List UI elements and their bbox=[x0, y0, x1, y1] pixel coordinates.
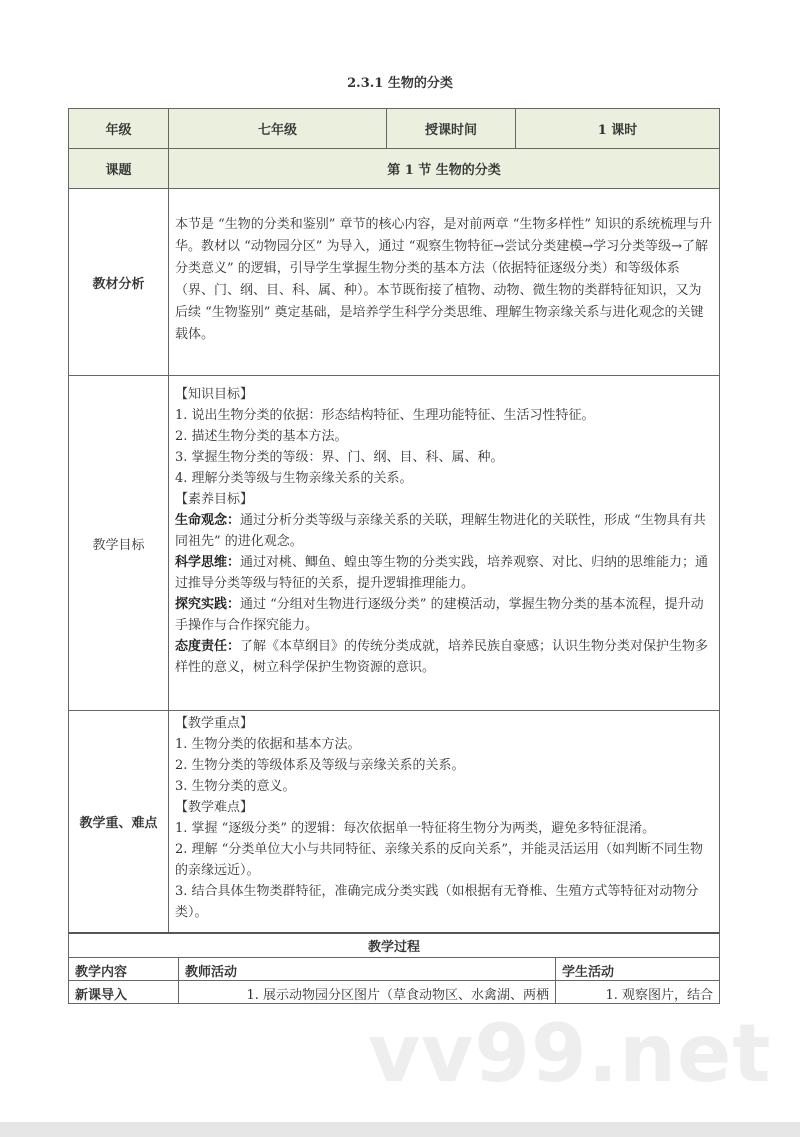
keypoints-cell bbox=[168, 710, 720, 933]
literacy-key: 态度责任： bbox=[175, 639, 241, 654]
literacy-item bbox=[175, 552, 713, 594]
knowledge-item: 1. 说出生物分类的依据：形态结构特征、生理功能特征、生活习性特征。 bbox=[175, 408, 595, 423]
literacy-key: 探究实践： bbox=[175, 597, 241, 612]
literacy-text: 通过对桃、鲫鱼、蝗虫等生物的分类实践，培养观察、对比、归纳的思维能力；通过推导分类等级与特征的关系，提升逻辑推理能力。 bbox=[175, 555, 709, 591]
process-row-teacher: 1. 展示动物园分区图片（草食动物区、水禽湖、两栖 bbox=[178, 980, 556, 1004]
objectives-label: 教学目标 bbox=[68, 375, 169, 711]
literacy-item bbox=[175, 594, 713, 636]
knowledge-item: 3. 掌握生物分类的等级：界、门、纲、目、科、属、种。 bbox=[175, 450, 504, 465]
analysis-label: 教材分析 bbox=[68, 188, 169, 376]
knowledge-item: 4. 理解分类等级与生物亲缘关系的关系。 bbox=[175, 471, 413, 486]
process-row-student: 1. 观察图片，结合 bbox=[555, 980, 720, 1004]
knowledge-item: 2. 描述生物分类的基本方法。 bbox=[175, 429, 348, 444]
process-row-content: 新课导入 bbox=[68, 980, 179, 1004]
literacy-text: 通过 “分组对生物进行逐级分类” 的建模活动，掌握生物分类的基本流程，提升动手操作与合作探究能力。 bbox=[175, 597, 704, 633]
focus-item: 3. 生物分类的意义。 bbox=[175, 779, 296, 794]
analysis-text: 本节是 “生物的分类和鉴别” 章节的核心内容，是对前两章 “生物多样性” 知识的系统梳理与升华。教材以 “动物园分区” 为导入，通过 “观察生物特征→尝试分类建模→学习分类等级→了解分类意义” 的逻辑，引导学生掌握生物分类的基本方法（依据特征逐级分类）和等级体系（界、门、纲、目、科、属、种）。本节既衔接了植物、动物、微生物的类群特征知识，又为后续 “生物鉴别” 奠定基础，是培养学生科学分类思维、理解生物亲缘关系与进化观念的关键载体。 bbox=[175, 217, 713, 342]
focus-heading: 【教学重点】 bbox=[175, 716, 254, 731]
watermark: vv99.net bbox=[368, 1007, 772, 1100]
objectives-cell bbox=[168, 375, 720, 711]
process-col-student: 学生活动 bbox=[555, 957, 720, 981]
process-heading: 教学过程 bbox=[68, 932, 720, 958]
literacy-item bbox=[175, 636, 713, 678]
difficulty-heading: 【教学难点】 bbox=[175, 800, 254, 815]
focus-item: 2. 生物分类的等级体系及等级与亲缘关系的关系。 bbox=[175, 758, 465, 773]
literacy-heading: 【素养目标】 bbox=[175, 492, 254, 507]
difficulty-item: 2. 理解 “分类单位大小与共同特征、亲缘关系的反向关系”，并能灵活运用（如判断不同生物的亲缘远近）。 bbox=[175, 842, 703, 878]
difficulty-item: 3. 结合具体生物类群特征，准确完成分类实践（如根据有无脊椎、生殖方式等特征对动物分类）。 bbox=[175, 884, 699, 920]
analysis-cell bbox=[168, 188, 720, 376]
time-value: 1 课时 bbox=[515, 108, 720, 149]
literacy-key: 科学思维： bbox=[175, 555, 241, 570]
focus-item: 1. 生物分类的依据和基本方法。 bbox=[175, 737, 361, 752]
grade-value: 七年级 bbox=[168, 108, 387, 149]
topic-value: 第 1 节 生物的分类 bbox=[168, 148, 720, 189]
viewer-bottom-bar bbox=[0, 1122, 800, 1137]
keypoints-label: 教学重、难点 bbox=[68, 710, 169, 933]
literacy-key: 生命观念： bbox=[175, 513, 241, 528]
literacy-item bbox=[175, 510, 713, 552]
knowledge-heading: 【知识目标】 bbox=[175, 387, 254, 402]
literacy-text: 通过分析分类等级与亲缘关系的关联，理解生物进化的关联性，形成 “生物具有共同祖先” 的进化观念。 bbox=[175, 513, 706, 549]
literacy-text: 了解《本草纲目》的传统分类成就，培养民族自豪感；认识生物分类对保护生物多样性的意义，树立科学保护生物资源的意识。 bbox=[175, 639, 709, 675]
process-col-content: 教学内容 bbox=[68, 957, 179, 981]
time-label: 授课时间 bbox=[386, 108, 516, 149]
grade-label: 年级 bbox=[68, 108, 169, 149]
document-title: 2.3.1 生物的分类 bbox=[347, 76, 453, 91]
difficulty-item: 1. 掌握 “逐级分类” 的逻辑：每次依据单一特征将生物分为两类，避免多特征混淆。 bbox=[175, 821, 656, 836]
process-col-teacher: 教师活动 bbox=[178, 957, 556, 981]
topic-label: 课题 bbox=[68, 148, 169, 189]
